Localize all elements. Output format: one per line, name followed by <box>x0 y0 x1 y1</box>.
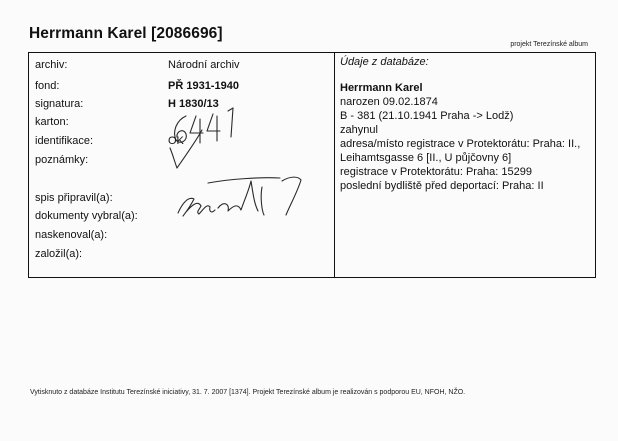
label-zalozil: založil(a): <box>35 248 83 260</box>
label-fond: fond: <box>35 80 60 92</box>
value-archiv: Národní archiv <box>168 59 240 71</box>
label-naskenoval: naskenoval(a): <box>35 229 108 241</box>
value-identifikace: OK <box>168 135 184 147</box>
label-signatura: signatura: <box>35 98 84 110</box>
label-dokumenty-vybral: dokumenty vybral(a): <box>35 210 138 222</box>
label-poznamky: poznámky: <box>35 154 89 166</box>
handwritten-signature <box>178 177 301 216</box>
label-archiv: archiv: <box>35 59 68 71</box>
person-name: Herrmann Karel <box>340 82 423 94</box>
registration-number: registrace v Protektorátu: Praha: 15299 <box>340 166 532 178</box>
value-fond: PŘ 1931-1940 <box>168 80 239 92</box>
transport-info: B - 381 (21.10.1941 Praha -> Lodž) <box>340 110 514 122</box>
value-signatura: H 1830/13 <box>168 98 219 110</box>
address-street: Leihamtsgasse 6 [II., U půjčovny 6] <box>340 152 512 164</box>
label-spis-pripravil: spis připravil(a): <box>35 192 113 204</box>
registration-address: adresa/místo registrace v Protektorátu: Praha: II., <box>340 138 581 150</box>
fate-status: zahynul <box>340 124 378 136</box>
print-footer: Vytisknuto z databáze Institutu Terezínské iniciativy, 31. 7. 2007 [1374]. Projekt Terezínské album je realizován s podporou EU, NFOH, NŽO. <box>30 389 466 396</box>
label-karton: karton: <box>35 116 69 128</box>
last-residence: poslední bydliště před deportací: Praha: II <box>340 180 544 192</box>
birth-date: narozen 09.02.1874 <box>340 96 438 108</box>
handwritten-karton-number <box>170 108 233 168</box>
document-title: Herrmann Karel [2086696] <box>29 25 223 42</box>
label-identifikace: identifikace: <box>35 135 94 147</box>
database-heading: Údaje z databáze: <box>340 56 429 68</box>
project-label: projekt Terezínské album <box>510 41 588 48</box>
